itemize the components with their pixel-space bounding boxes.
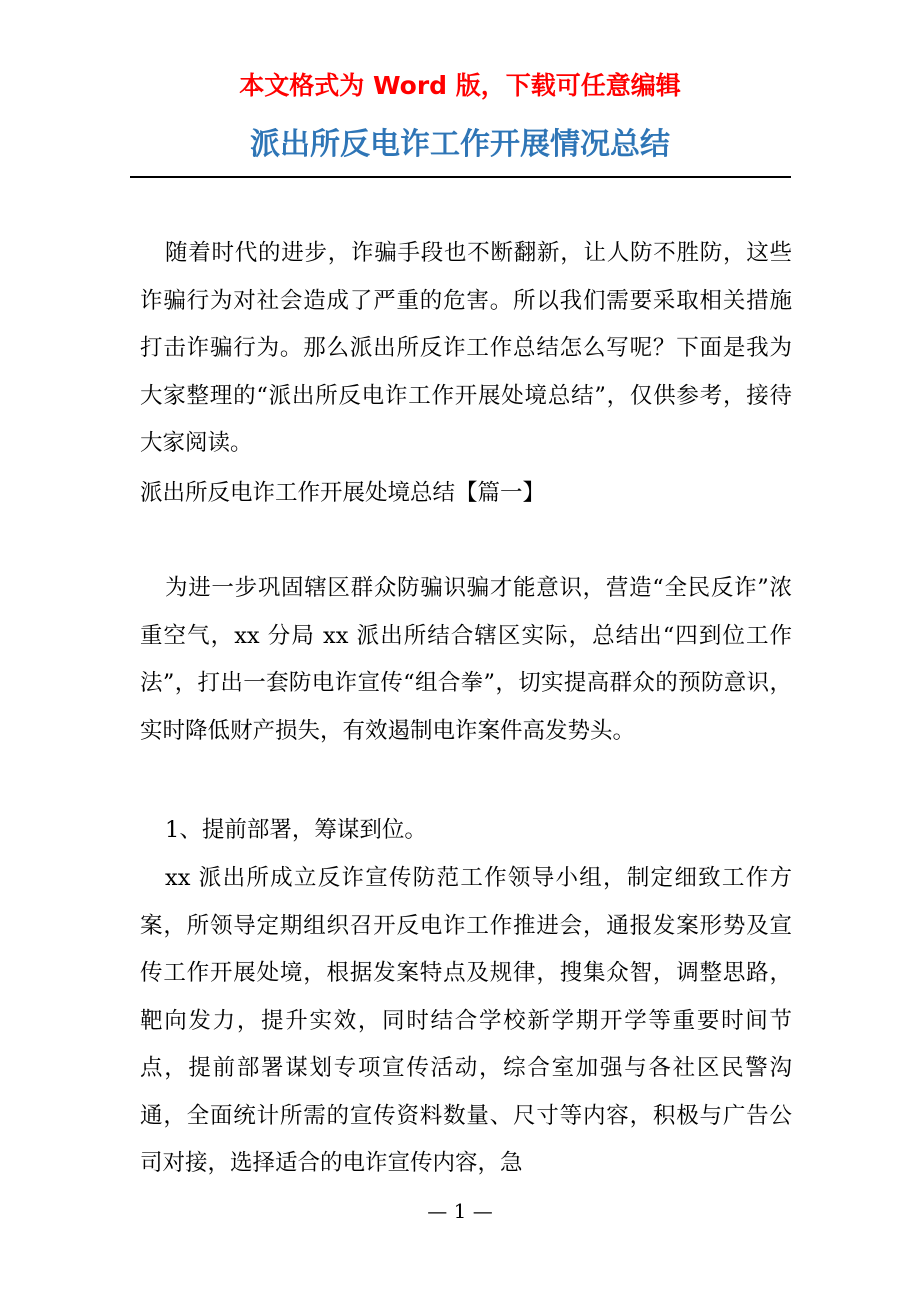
document-title: 派出所反电诈工作开展情况总结 bbox=[250, 127, 670, 162]
page-number: — 1 — bbox=[427, 1199, 493, 1223]
word-format-banner: 本文格式为 Word 版，下载可任意编辑 bbox=[239, 71, 681, 100]
list-item-heading: 1、提前部署，筹谋到位。 bbox=[165, 817, 427, 843]
body-paragraph: 为进一步巩固辖区群众防骗识骗才能意识，营造“全民反诈”浓重空气，xx 分局 xx 派出所结合辖区实际，总结出“四到位工作法”，打出一套防电诈宣传“组合拳”，切实提高群众的预防意识，实时降低财产损失，有效遏制电诈案件高发势头。 bbox=[140, 575, 792, 744]
section-heading: 派出所反电诈工作开展处境总结【篇一】 bbox=[140, 480, 546, 506]
intro-paragraph: 随着时代的进步，诈骗手段也不断翻新，让人防不胜防，这些诈骗行为对社会造成了严重的危害。所以我们需要采取相关措施打击诈骗行为。那么派出所反诈工作总结怎么写呢？下面是我为大家整理的“派出所反电诈工作开展处境总结”，仅供参考，接待大家阅读。 bbox=[140, 240, 792, 456]
title-divider bbox=[130, 176, 791, 178]
body-paragraph: xx 派出所成立反诈宣传防范工作领导小组，制定细致工作方案，所领导定期组织召开反电诈工作推进会，通报发案形势及宣传工作开展处境，根据发案特点及规律，搜集众智，调整思路，靶向发力，提升实效，同时结合学校新学期开学等重要时间节点，提前部署谋划专项宣传活动，综合室加强与各社区民警沟通，全面统计所需的宣传资料数量、尺寸等内容，积极与广告公司对接，选择适合的电诈宣传内容，急 bbox=[140, 865, 792, 1176]
